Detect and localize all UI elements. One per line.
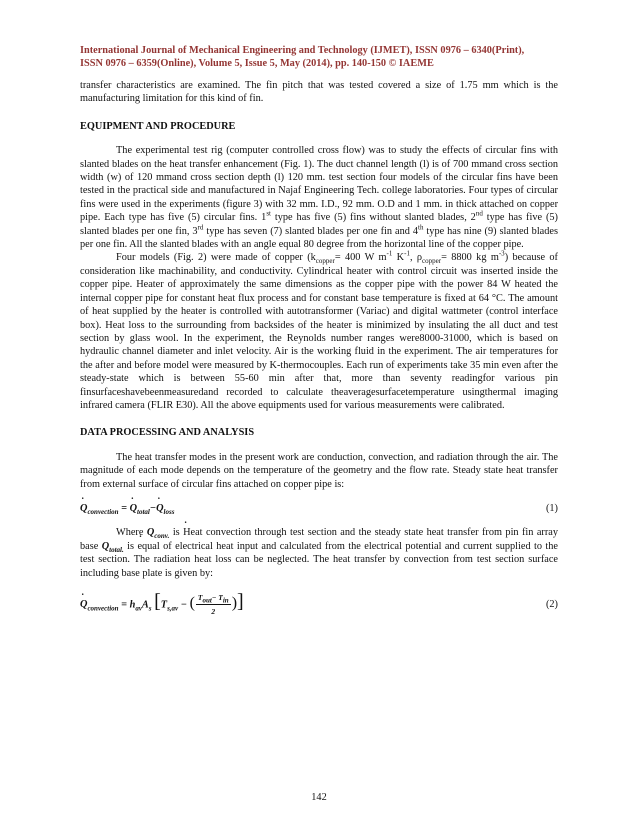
- math-symbol: h: [129, 599, 136, 611]
- equation-2-body: [80, 591, 244, 619]
- text-run: is equal of electrical heat input and calculated from the electrical potential and current supplied to the test section. The radiation heat loss can be neglected. The heat transfer by convection from test section surface including base plate is given by:: [80, 540, 559, 579]
- math-symbol: ˙ Q: [130, 503, 137, 514]
- text-run: is Heat convection through test section and the steady state heat transfer from pin fin array base: [80, 527, 558, 552]
- math-operator: =: [118, 502, 130, 514]
- subscript: copper: [315, 257, 335, 266]
- subscript: s: [148, 604, 152, 613]
- fraction-numerator: [196, 591, 231, 605]
- body-text: [80, 79, 558, 630]
- math-symbol: T: [160, 599, 168, 611]
- header-line-1: International Journal of Mechanical Engineering and Technology (IJMET), ISSN 0976 – 6340(Print),: [80, 45, 525, 56]
- analysis-paragraph-2: [80, 526, 558, 580]
- text-run: Where: [116, 527, 147, 539]
- equipment-paragraph-2: [80, 251, 558, 412]
- subscript: convection: [87, 604, 119, 613]
- journal-header: [80, 44, 568, 70]
- superscript: nd: [475, 209, 483, 218]
- equation-2: [80, 591, 558, 619]
- math-operator: −: [211, 593, 219, 602]
- math-symbol: ˙ Q: [80, 503, 87, 514]
- equation-1: [80, 502, 558, 515]
- subscript: in: [222, 596, 229, 605]
- text-run: The experimental test rig (computer controlled cross flow) was to study the effects of circular fins with slanted blades on the heat transfer enhancement (Fig. 1). The duct channel length (l) is of 700 mmand cross section width (w) of 120 mmand cross section depth (l) 120 mm. test section four models of the circular fins have been tested in the practical side and manufactured in Najaf Engineering Tech. college laboratories. Four types of circular fins were used in the experiments (figure 3) with 32 mm. I.D., 92 mm. O.D and 1 mm. in thick attached on copper pipe. Each type has five (5) circular fins. 1: [80, 145, 558, 224]
- subscript: loss: [163, 508, 175, 517]
- superscript: -3: [498, 250, 505, 259]
- left-paren: (: [189, 594, 195, 612]
- data-processing-heading: DATA PROCESSING AND ANALYSIS: [80, 427, 255, 439]
- math-symbol: T: [218, 593, 223, 602]
- analysis-paragraph-1: The heat transfer modes in the present work are conduction, convection, and radiation through the air. The magnitude of each mode depends on the temperature of the geometry and the flow rate. Steady state heat transfer from external surface of circular fins attached on copper pipe is:: [80, 451, 558, 490]
- subscript: total.: [109, 545, 124, 554]
- text-run: , ρ: [409, 252, 423, 264]
- math-operator: −: [149, 502, 157, 514]
- intro-paragraph: transfer characteristics are examined. The fin pitch that was tested covered a size of 1.75 mm which is the manufacturing limitation for this kind of fin.: [80, 80, 558, 105]
- text-run: = 8800 kg m: [441, 252, 499, 264]
- equation-2-number: (2): [545, 599, 558, 611]
- superscript: -1: [404, 250, 410, 259]
- superscript: -1: [386, 250, 393, 259]
- superscript: rd: [197, 223, 204, 232]
- math-symbol: ˙ Q: [102, 541, 109, 552]
- equipment-heading: EQUIPMENT AND PROCEDURE: [80, 120, 236, 132]
- text-run: type has nine (9) slanted blades per one fin. All the slanted blades with an angle equal 80 degree from the horizontal line of the copper pipe.: [80, 225, 558, 251]
- subscript: conv.: [154, 532, 170, 541]
- text-run: ) because of consideration like machinability, and conductivity. Cylindrical heater with control circuit was inserted inside the copper pipe. Heater of approximately the same dimensions as the copper pipe with the power 84 W heated the internal copper pipe for constant heat flux process and for constant base temperature is fixed at 64 °C. The amount of heat supplied by the heater is controlled with autotransformer (Variac) and digital wattmeter (control interface box). Heat loss to the surrounding from backsides of the heater is minimized by insulating the all duct and test section by glass wool. In the experiment, the Reynolds number ranges were8000-31000, which is based on hydraulic channel diameter and inlet velocity. Air is the working fluid in the experiment. The air temperatures for the after and before model were measured by K-thermocouples. Each run of experiments take 35 min even after the steady-state which is between 55-60 min after that, more than seventy readingfor various pin finsurfaceshavebeenmeasuredand recorded to calculate theaveragesurfacetemperature usingthermal imaging infrared camera (FLIR E30). All the above equipments used for various measurements were calibrated.: [80, 252, 558, 411]
- text-run: K: [392, 252, 405, 264]
- text-run: type has five (5) fins without slanted blades, 2: [270, 212, 476, 224]
- subscript: av: [135, 604, 142, 613]
- equation-1-number: (1): [545, 502, 558, 514]
- fraction-denominator: 2: [211, 607, 216, 617]
- subscript: total: [137, 508, 150, 517]
- math-operator: =: [118, 599, 130, 611]
- math-symbol: A: [141, 599, 149, 611]
- subscript: out: [202, 596, 212, 605]
- subscript: copper: [422, 257, 442, 266]
- text-run: = 400 W m: [334, 252, 387, 264]
- header-line-2: ISSN 0976 – 6359(Online), Volume 5, Issue 5, May (2014), pp. 140-150 © IAEME: [80, 58, 434, 69]
- math-symbol: T: [197, 593, 203, 602]
- page-number: 142: [311, 792, 327, 803]
- equipment-paragraph-1: [80, 144, 558, 251]
- fraction: [196, 591, 231, 619]
- text-run: type has five (5) slanted blades per one fin, 3: [80, 212, 558, 237]
- math-symbol: ˙ Q: [80, 599, 87, 610]
- equation-1-body: [80, 502, 174, 515]
- math-symbol: ˙ Q: [156, 503, 163, 514]
- left-bracket: [: [154, 590, 161, 613]
- subscript: convection: [87, 508, 119, 517]
- subscript: s,av: [167, 604, 179, 613]
- text-run: type has seven (7) slanted blades per one fin and 4: [203, 225, 418, 237]
- right-bracket: ]: [237, 590, 244, 613]
- right-paren: ): [231, 594, 238, 612]
- math-operator: −: [178, 599, 190, 611]
- superscript: th: [418, 223, 424, 232]
- superscript: st: [266, 209, 271, 218]
- math-symbol: ˙ Q: [147, 527, 154, 538]
- text-run: Four models (Fig. 2) were made of copper (k: [116, 252, 316, 264]
